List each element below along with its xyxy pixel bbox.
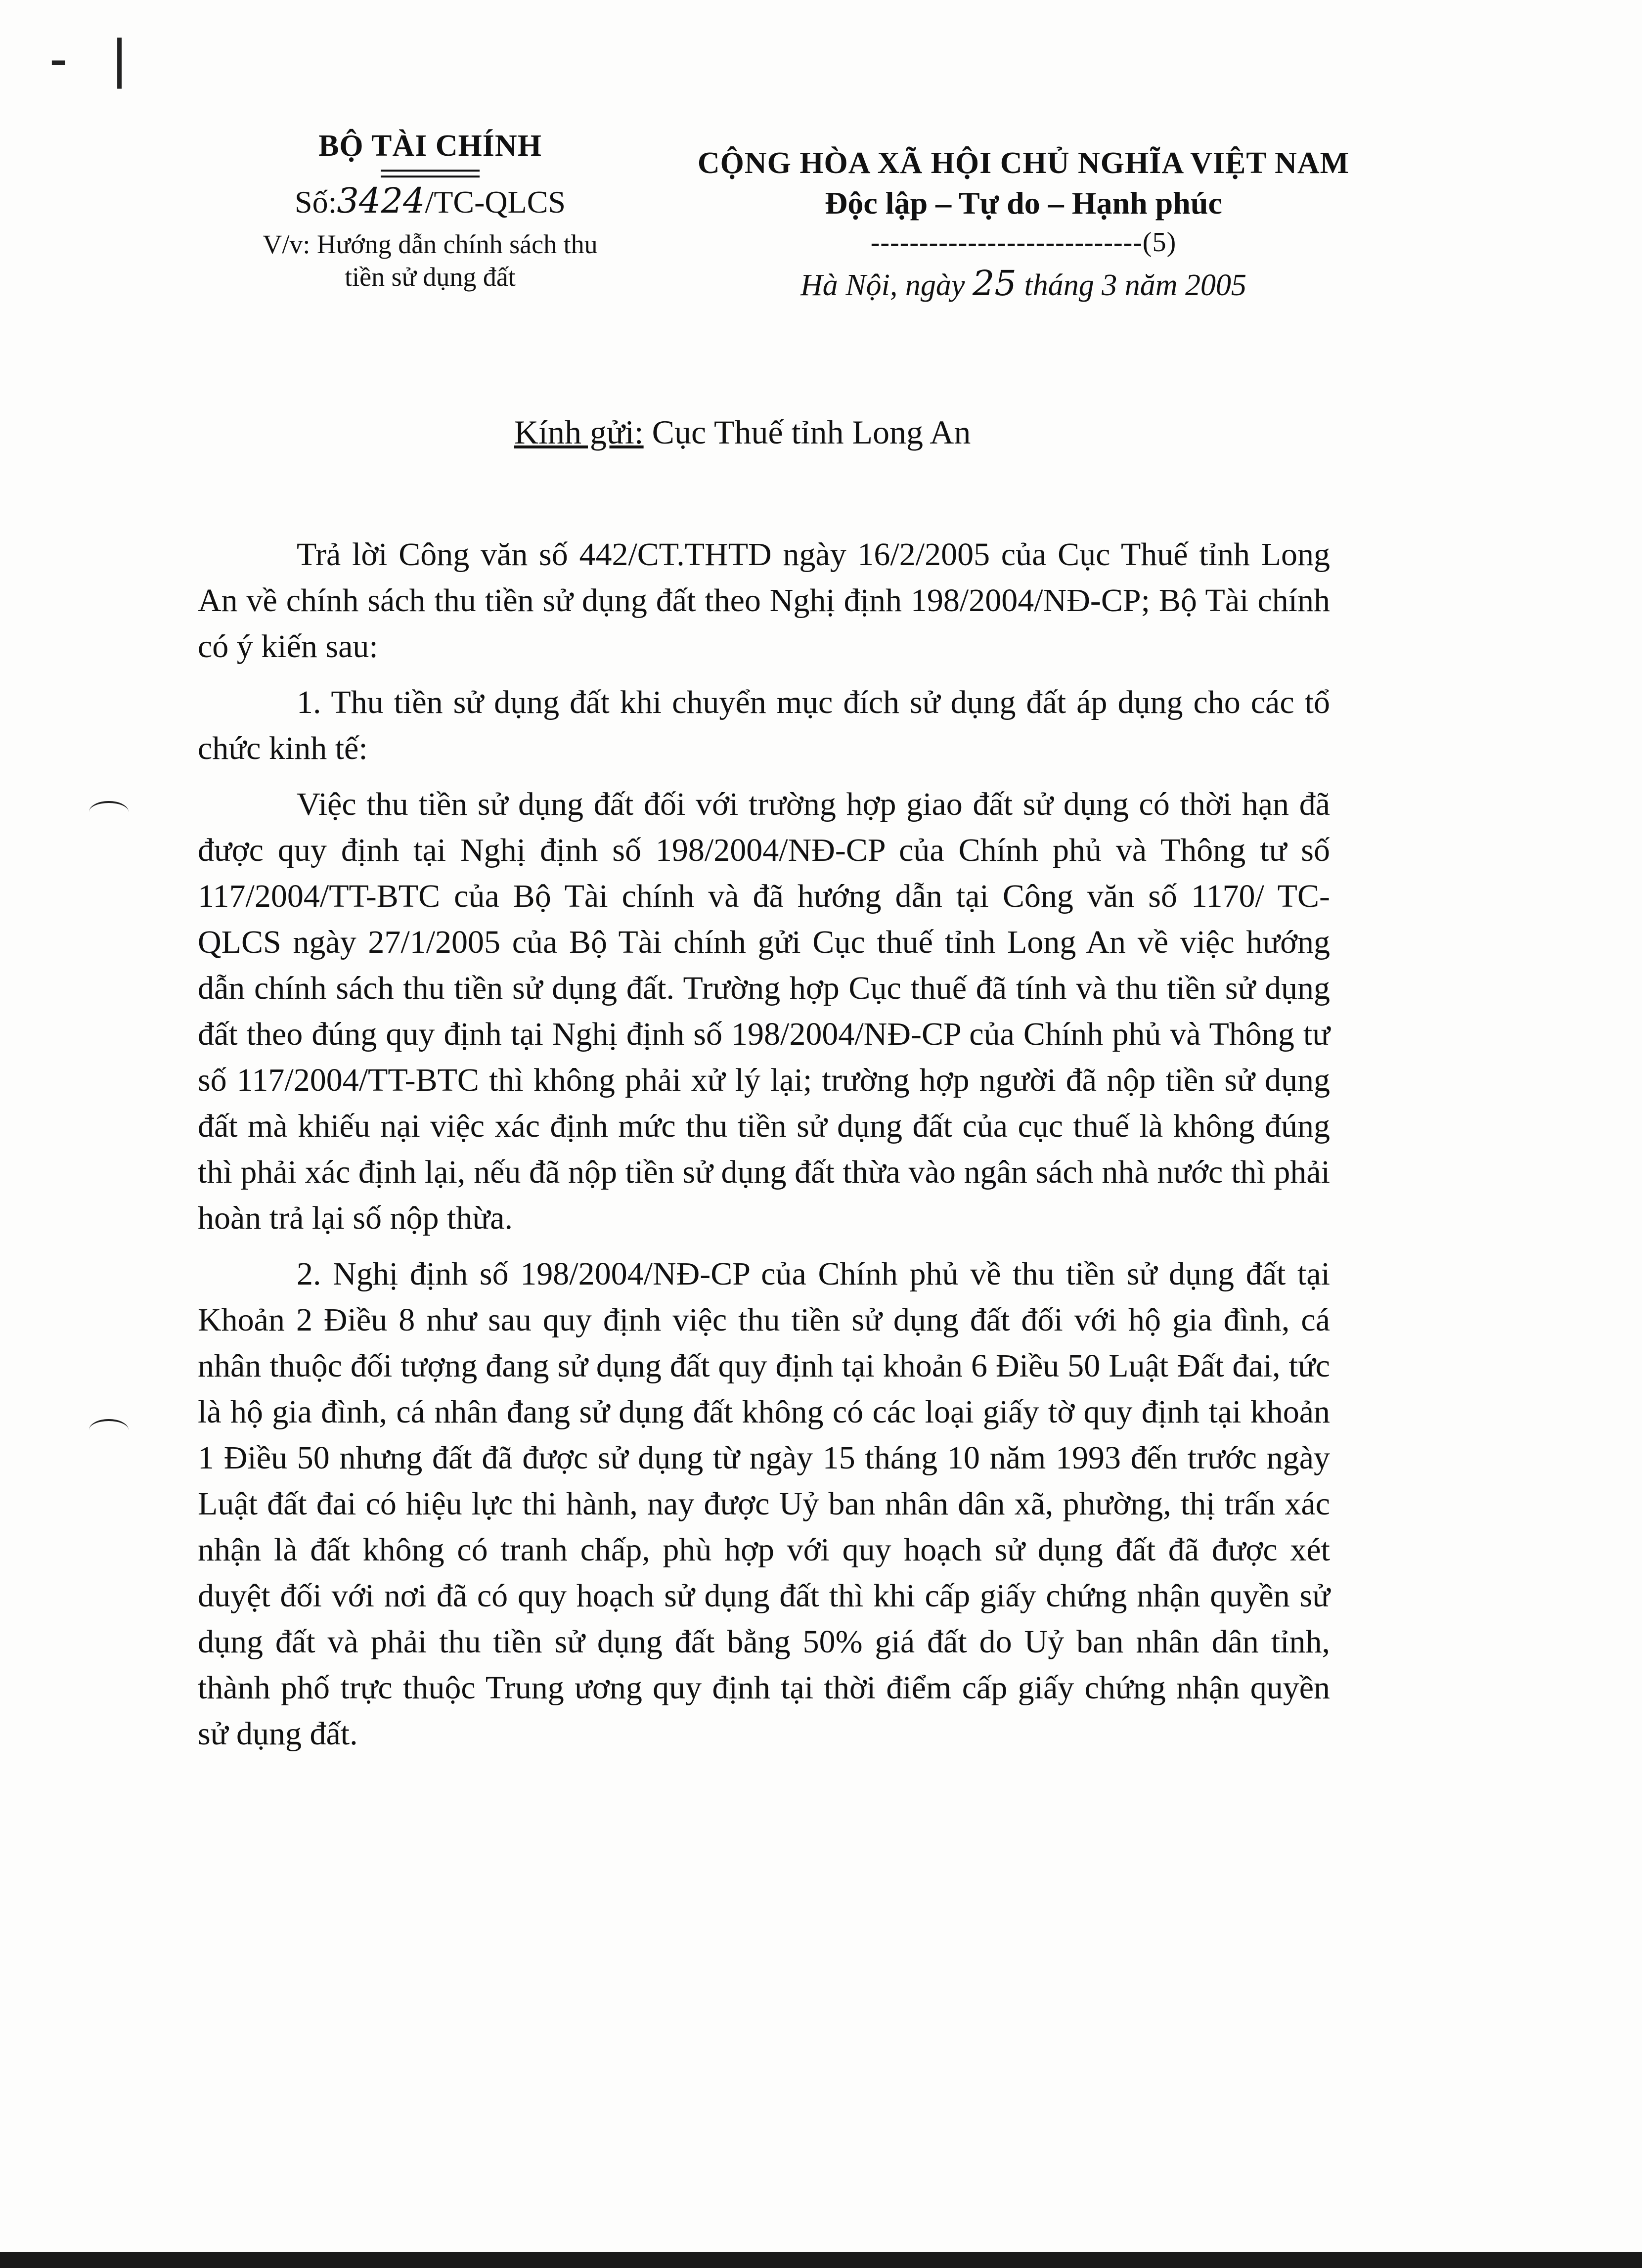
document-number-handwritten: 3424: [337, 180, 425, 221]
ministry-name: BỘ TÀI CHÍNH: [318, 129, 542, 163]
punch-hole-mark: [89, 801, 129, 823]
document-number-suffix: /TC-QLCS: [425, 184, 566, 220]
recipient-line: [514, 413, 971, 452]
date-suffix: tháng 3 năm 2005: [1024, 268, 1246, 302]
body-paragraph-section-1-heading: 1. Thu tiền sử dụng đất khi chuyển mục đích sử dụng đất áp dụng cho các tổ chức kinh tế:: [198, 684, 1330, 766]
document-number: [208, 180, 653, 221]
body-paragraph-intro: Trả lời Công văn số 442/CT.THTD ngày 16/2/2005 của Cục Thuế tỉnh Long An về chính sách thu tiền sử dụng đất theo Nghị định 198/2004/NĐ-CP; Bộ Tài chính có ý kiến sau:: [198, 536, 1330, 665]
date-day-handwritten: 25: [972, 263, 1017, 304]
subject-line-2: tiền sử dụng đất: [345, 262, 516, 292]
recipient-name: Cục Thuế tỉnh Long An: [652, 413, 971, 451]
margin-handwritten-mark: - |: [49, 28, 141, 89]
punch-hole-mark: [89, 1419, 129, 1441]
national-title-block: [682, 146, 1365, 304]
national-motto: Độc lập – Tự do – Hạnh phúc: [825, 185, 1222, 221]
document-date: [682, 263, 1365, 304]
recipient-label: Kính gửi:: [514, 413, 644, 451]
subject-line-1: V/v: Hướng dẫn chính sách thu: [263, 229, 598, 259]
double-rule-divider: [381, 170, 480, 178]
letter-body: [198, 532, 1330, 1767]
document-number-prefix: Số:: [295, 184, 337, 220]
document-subject: [208, 228, 653, 293]
date-prefix: Hà Nội, ngày: [800, 268, 965, 302]
scan-bottom-edge: [0, 2252, 1642, 2268]
dash-separator: ----------------------------(5): [870, 227, 1177, 258]
issuing-authority-block: [208, 129, 653, 293]
body-paragraph-section-2: 2. Nghị định số 198/2004/NĐ-CP của Chính phủ về thu tiền sử dụng đất tại Khoản 2 Điều 8 như sau quy định việc thu tiền sử dụng đất đối với hộ gia đình, cá nhân thuộc đối tượng đang sử dụng đất quy định tại khoản 6 Điều 50 Luật Đất đai, tức là hộ gia đình, cá nhân đang sử dụng đất không có các loại giấy tờ quy định tại khoản 1 Điều 50 nhưng đất đã được sử dụng từ ngày 15 tháng 10 năm 1993 đến trước ngày Luật đất đai có hiệu lực thi hành, nay được Uỷ ban nhân dân xã, phường, thị trấn xác nhận là đất không có tranh chấp, phù hợp với quy hoạch sử dụng đất đã được xét duyệt đối với nơi đã có quy hoạch sử dụng đất thì khi cấp giấy chứng nhận quyền sử dụng đất và phải thu tiền sử dụng đất bằng 50% giá đất do Uỷ ban nhân dân tỉnh, thành phố trực thuộc Trung ương quy định tại thời điểm cấp giấy chứng nhận quyền sử dụng đất.: [198, 1256, 1330, 1752]
body-paragraph-section-1-content: Việc thu tiền sử dụng đất đối với trường hợp giao đất sử dụng có thời hạn đã được quy định tại Nghị định số 198/2004/NĐ-CP của Chính phủ và Thông tư số 117/2004/TT-BTC của Bộ Tài chính và đã hướng dẫn tại Công văn số 1170/ TC-QLCS ngày 27/1/2005 của Bộ Tài chính gửi Cục thuế tỉnh Long An về việc hướng dẫn chính sách thu tiền sử dụng đất. Trường hợp Cục thuế đã tính và thu tiền sử dụng đất theo đúng quy định tại Nghị định số 198/2004/NĐ-CP của Chính phủ và Thông tư số 117/2004/TT-BTC thì không phải xử lý lại; trường hợp người đã nộp tiền sử dụng đất mà khiếu nại việc xác định mức thu tiền sử dụng đất của cục thuế là không đúng thì phải xác định lại, nếu đã nộp tiền sử dụng đất thừa vào ngân sách nhà nước thì phải hoàn trả lại số nộp thừa.: [198, 786, 1330, 1236]
republic-title: CỘNG HÒA XÃ HỘI CHỦ NGHĨA VIỆT NAM: [697, 146, 1350, 180]
